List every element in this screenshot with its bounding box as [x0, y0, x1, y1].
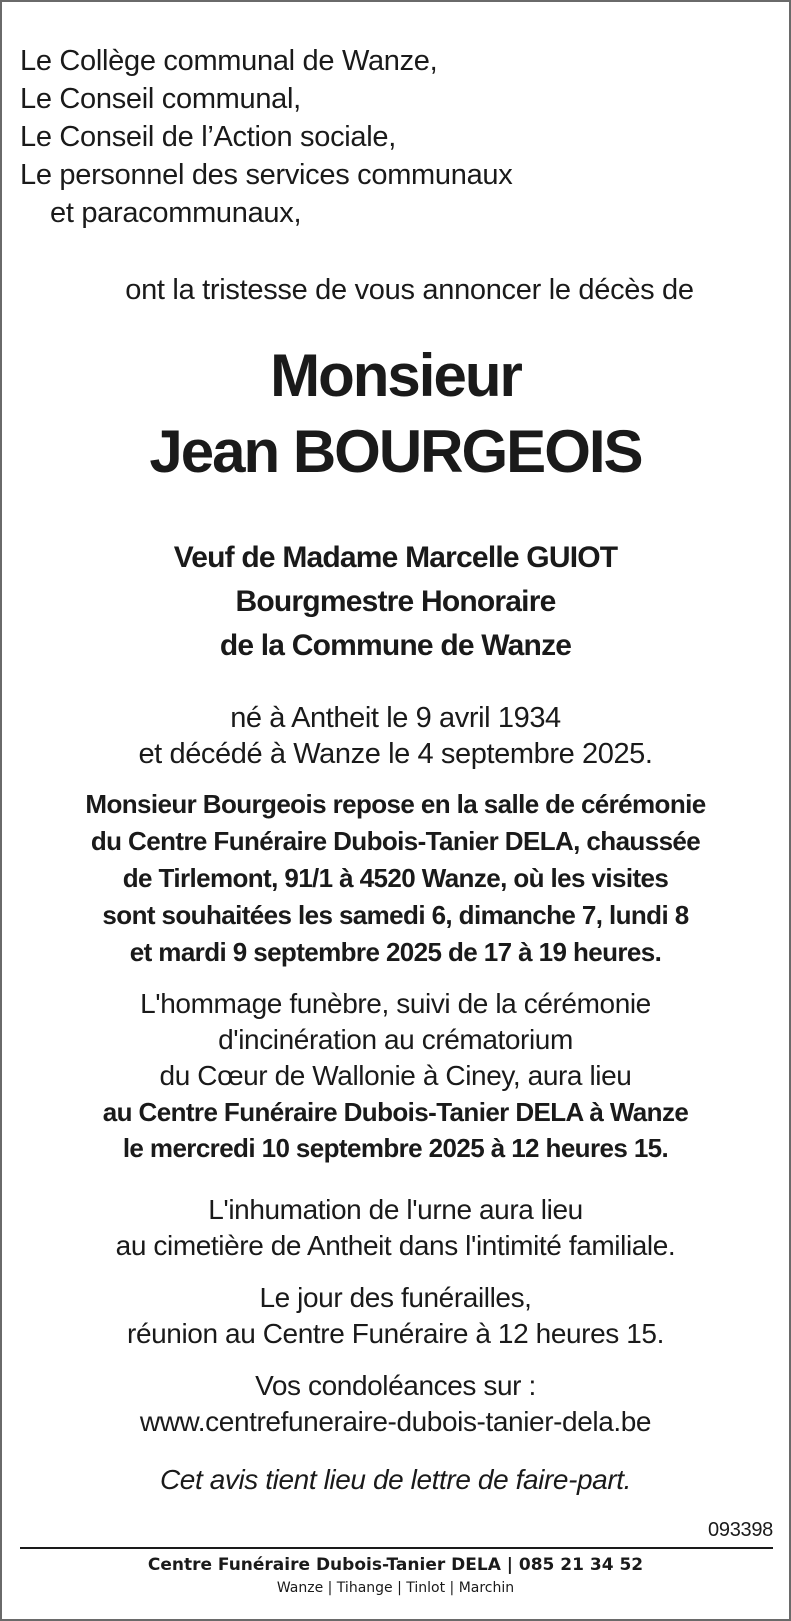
repose-line-2: du Centre Funéraire Dubois-Tanier DELA, chaussée [90, 826, 701, 856]
repose-line-3: de Tirlemont, 91/1 à 4520 Wanze, où les visites [122, 863, 669, 893]
closing-statement: Cet avis tient lieu de lettre de faire-part. [159, 1464, 632, 1495]
condolences-label: Vos condoléances sur : [255, 1370, 536, 1401]
footer-locations: Wanze | Tihange | Tinlot | Marchin [276, 1580, 515, 1596]
footer-company-phone: Centre Funéraire Dubois-Tanier DELA | 085 21 34 52 [147, 1555, 644, 1575]
deceased-titles [2, 536, 789, 668]
inhumation-line-1: L'inhumation de l'urne aura lieu [208, 1194, 583, 1225]
deceased-name-block [2, 338, 789, 490]
reference-number: 093398 [708, 1519, 773, 1541]
ceremony-line-3: du Cœur de Wallonie à Ciney, aura lieu [159, 1060, 632, 1091]
honorary-mayor-line: Bourgmestre Honoraire [235, 585, 556, 618]
deceased-full-name: Jean BOURGEOIS [149, 418, 642, 485]
gathering-line-2: réunion au Centre Funéraire à 12 heures 15. [127, 1318, 664, 1349]
ceremony-line-2: d'incinération au crématorium [218, 1024, 573, 1055]
ceremony-block [2, 986, 789, 1166]
sender-conseil-communal: Le Conseil communal, [20, 83, 301, 115]
gathering-line-1: Le jour des funérailles, [259, 1282, 532, 1313]
commune-line: de la Commune de Wanze [219, 629, 572, 662]
repose-line-5: et mardi 9 septembre 2025 de 17 à 19 heures. [129, 937, 662, 967]
repose-visitation-block [2, 786, 789, 971]
footer-divider [20, 1547, 773, 1549]
condolences-website-link[interactable]: www.centrefuneraire-dubois-tanier-dela.be [139, 1406, 652, 1437]
widower-line: Veuf de Madame Marcelle GUIOT [173, 541, 618, 574]
footer [2, 1553, 789, 1599]
sender-conseil-action-sociale: Le Conseil de l’Action sociale, [20, 121, 396, 153]
announcement-text: ont la tristesse de vous annoncer le décès de [125, 274, 694, 306]
ceremony-date-line: le mercredi 10 septembre 2025 à 12 heures 15. [122, 1133, 669, 1163]
ceremony-line-1: L'hommage funèbre, suivi de la cérémonie [140, 988, 651, 1019]
deceased-honorific: Monsieur [270, 342, 521, 409]
inhumation-line-2: au cimetière de Antheit dans l'intimité familiale. [115, 1230, 676, 1261]
birth-death-dates [2, 700, 789, 772]
death-line: et décédé à Wanze le 4 septembre 2025. [138, 738, 653, 770]
birth-line: né à Antheit le 9 avril 1934 [230, 702, 561, 734]
repose-line-4: sont souhaitées les samedi 6, dimanche 7, lundi 8 [102, 900, 689, 930]
sender-personnel-continued: et paracommunaux, [50, 197, 302, 229]
gathering-block [2, 1280, 789, 1352]
senders-block [20, 42, 512, 232]
sender-college: Le Collège communal de Wanze, [20, 45, 438, 77]
inhumation-block [2, 1192, 789, 1264]
repose-line-1: Monsieur Bourgeois repose en la salle de cérémonie [85, 789, 706, 819]
ceremony-location-line: au Centre Funéraire Dubois-Tanier DELA à Wanze [102, 1097, 689, 1127]
condolences-block [2, 1368, 789, 1440]
sender-personnel: Le personnel des services communaux [20, 159, 513, 191]
